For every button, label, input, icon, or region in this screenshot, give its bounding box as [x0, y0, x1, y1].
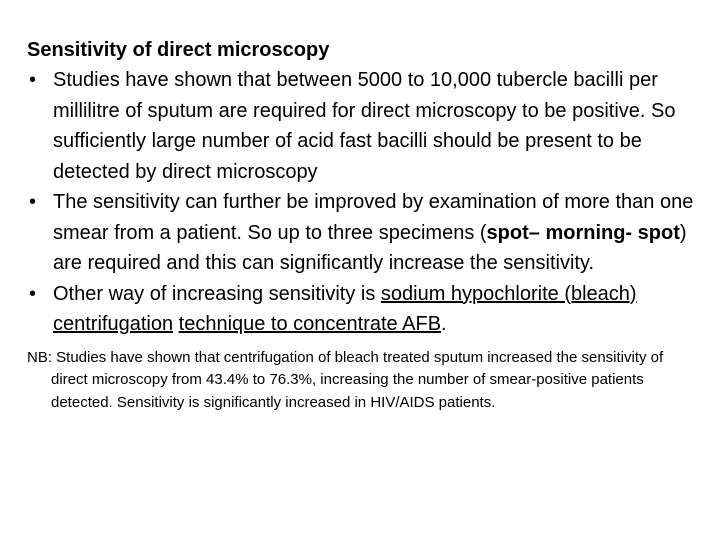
bullet-item-1	[27, 65, 697, 187]
bullet-text: The sensitivity can further be improved by examination of more than one smear from a patient. So up to three specimens (	[53, 191, 694, 244]
bullet-text: .	[441, 313, 447, 335]
bullet-text: Studies have shown that between 5000 to 10,000 tubercle bacilli per millilitre of sputum are required for direct microscopy to be positive. So sufficiently large number of acid fast bacilli should be present to be detected by direct microscopy	[53, 69, 676, 183]
slide-content	[27, 35, 697, 429]
bullet-dot-icon: •	[29, 191, 37, 213]
concentrate-afb-link[interactable]: technique to concentrate AFB	[178, 313, 442, 335]
bullet-bold-text: spot– morning- spot	[486, 221, 680, 244]
bullet-list	[27, 65, 697, 340]
bullet-dot-icon: •	[29, 282, 37, 305]
bullet-item-3	[27, 279, 697, 340]
bleach-centrifugation-link[interactable]: sodium hypochlorite (bleach) centrifugation	[53, 282, 637, 335]
bullet-item-2	[27, 187, 697, 279]
bullet-dot-icon: •	[29, 69, 37, 91]
slide-title: Sensitivity of direct microscopy	[27, 39, 330, 61]
bullet-text: ) are required and this can significantly increase the sensitivity.	[53, 221, 687, 274]
bullet-text: Other way of increasing sensitivity is	[53, 282, 381, 305]
note-text: NB: Studies have shown that centrifugation of bleach treated sputum increased the sensitivity of direct microscopy from 43.4% to 76.3%, increasing the number of smear-positive patients detected. Sensitivity is significantly increased in HIV/AIDS patients.	[27, 348, 664, 411]
